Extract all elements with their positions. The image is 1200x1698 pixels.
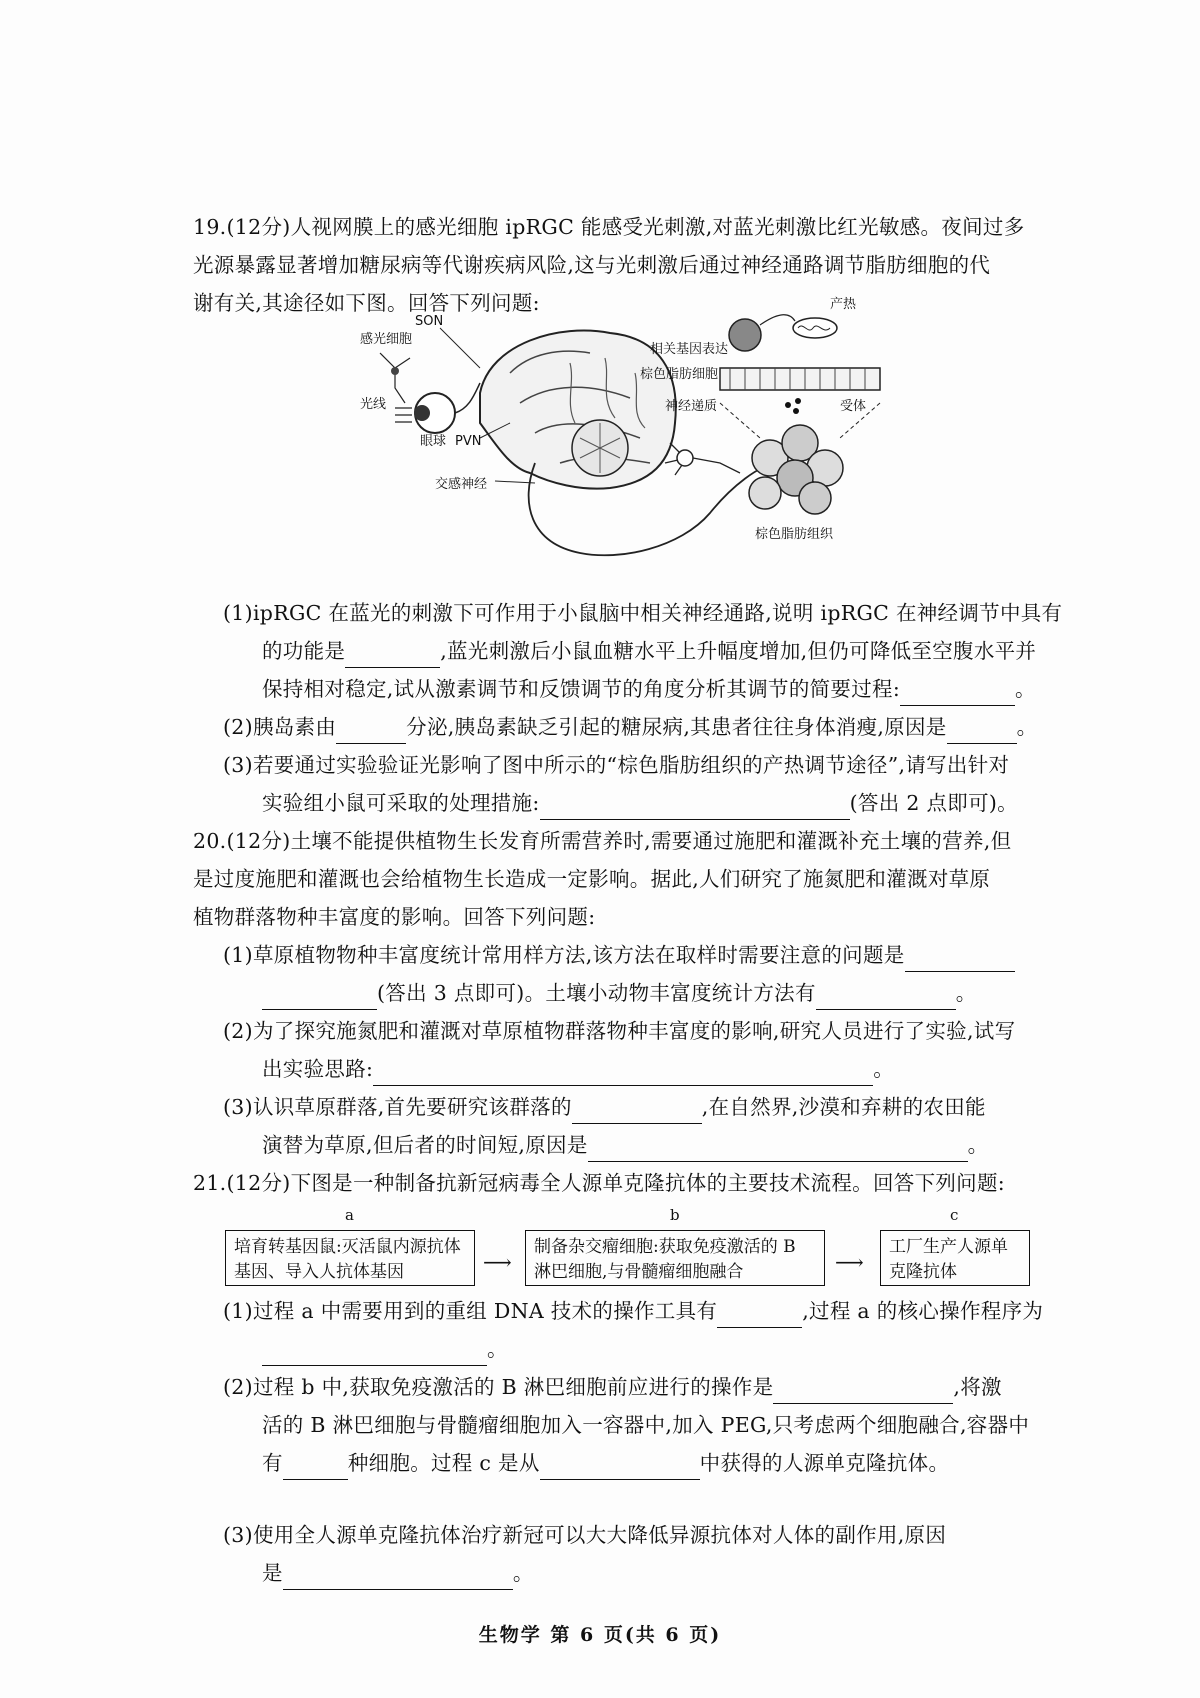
label-receptor: 受体 [840, 399, 867, 414]
q21-part2-line1: (2)过程 b 中,获取免疫激活的 B 淋巴细胞前应进行的操作是 ,将激 [223, 1372, 1093, 1404]
q20-part1-line2: (答出 3 点即可)。土壤小动物丰富度统计方法有 。 [262, 978, 1092, 1010]
label-eyeball: 眼球 [420, 434, 447, 449]
q20-stem-line1: 20.(12分)土壤不能提供植物生长发育所需营养时,需要通过施肥和灌溉补充土壤的营养,但 [193, 829, 1012, 853]
q21-stem: 21.(12分)下图是一种制备抗新冠病毒全人源单克隆抗体的主要技术流程。回答下列问题: [193, 1171, 1005, 1195]
answer-blank[interactable] [816, 986, 956, 1010]
label-sympathetic: 交感神经 [435, 477, 488, 492]
q19-part3-line2: 实验组小鼠可采取的处理措施: (答出 2 点即可)。 [262, 788, 1092, 820]
q21-part1-line1: (1)过程 a 中需要用到的重组 DNA 技术的操作工具有 ,过程 a 的核心操作程序为 [223, 1296, 1093, 1328]
answer-blank[interactable] [336, 720, 406, 744]
label-heat: 产热 [830, 297, 857, 312]
label-light: 光线 [360, 397, 387, 412]
flow-arrow-2: ⟶ [835, 1250, 864, 1274]
q19-part3-line1: (3)若要通过实验验证光影响了图中所示的“棕色脂肪组织的产热调节途径”,请写出针对 [223, 753, 1010, 777]
light-pathway-figure [360, 297, 920, 573]
label-son: SON [415, 314, 444, 329]
answer-blank[interactable] [900, 682, 1015, 706]
flow-label-a: a [345, 1206, 354, 1224]
q21-part3-line1: (3)使用全人源单克隆抗体治疗新冠可以大大降低异源抗体对人体的副作用,原因 [223, 1523, 947, 1547]
label-pvn: PVN [455, 434, 482, 449]
q20-part2-line2: 出实验思路: 。 [262, 1054, 1092, 1086]
q20-part3-line2: 演替为草原,但后者的时间短,原因是 。 [262, 1130, 1092, 1162]
antibody-flowchart [225, 1206, 1055, 1290]
flow-box-a: 培育转基因鼠:灭活鼠内源抗体基因、导入人抗体基因 [225, 1230, 475, 1286]
q20-stem-line3: 植物群落物种丰富度的影响。回答下列问题: [193, 905, 596, 929]
q20-part2-line1: (2)为了探究施氮肥和灌溉对草原植物群落物种丰富度的影响,研究人员进行了实验,试写 [223, 1019, 1016, 1043]
q21-part3-line2: 是 。 [262, 1558, 1092, 1590]
label-brown-fat-tissue: 棕色脂肪组织 [755, 527, 834, 542]
q21-part1-line2: 。 [262, 1334, 1092, 1366]
q19-part1-line1: (1)ipRGC 在蓝光的刺激下可作用于小鼠脑中相关神经通路,说明 ipRGC 在神经调节中具有 [223, 601, 1063, 625]
answer-blank[interactable] [572, 1100, 702, 1124]
q19-stem-line3: 谢有关,其途径如下图。回答下列问题: [193, 291, 540, 315]
label-photoreceptor: 感光细胞 [360, 332, 413, 347]
page-footer: 生物学 第 6 页(共 6 页) [478, 1624, 722, 1646]
q19-stem-line2: 光源暴露显著增加糖尿病等代谢疾病风险,这与光刺激后通过神经通路调节脂肪细胞的代 [193, 253, 991, 277]
answer-blank[interactable] [540, 1456, 700, 1480]
q19-part1-line2: 的功能是 ,蓝光刺激后小鼠血糖水平上升幅度增加,但仍可降低至空腹水平并 [262, 636, 1092, 668]
q20-stem-line2: 是过度施肥和灌溉也会给植物生长造成一定影响。据此,人们研究了施氮肥和灌溉对草原 [193, 867, 991, 891]
q20-part1-line1: (1)草原植物物种丰富度统计常用样方法,该方法在取样时需要注意的问题是 [223, 940, 1093, 972]
q20-part3-line1: (3)认识草原群落,首先要研究该群落的 ,在自然界,沙漠和弃耕的农田能 [223, 1092, 1093, 1124]
answer-blank[interactable] [947, 720, 1017, 744]
flow-box-c: 工厂生产人源单克隆抗体 [880, 1230, 1030, 1286]
flow-box-b: 制备杂交瘤细胞:获取免疫激活的 B 淋巴细胞,与骨髓瘤细胞融合 [525, 1230, 825, 1286]
q19-stem-line1: 19.(12分)人视网膜上的感光细胞 ipRGC 能感受光刺激,对蓝光刺激比红光敏感。夜间过多 [193, 215, 1025, 239]
brown-fat-tissue-drawing [749, 425, 843, 514]
q21-part2-line3: 有 种细胞。过程 c 是从 中获得的人源单克隆抗体。 [262, 1448, 1092, 1480]
answer-blank[interactable] [773, 1380, 953, 1404]
answer-blank[interactable] [262, 986, 377, 1010]
q19-part1-line3: 保持相对稳定,试从激素调节和反馈调节的角度分析其调节的简要过程: 。 [262, 674, 1092, 706]
answer-blank[interactable] [717, 1304, 802, 1328]
flow-label-c: c [950, 1206, 959, 1224]
answer-blank[interactable] [905, 948, 1015, 972]
q19-part2: (2)胰岛素由 分泌,胰岛素缺乏引起的糖尿病,其患者往往身体消瘦,原因是 。 [223, 712, 1093, 744]
label-brown-fat-cell: 棕色脂肪细胞 [640, 367, 719, 382]
answer-blank[interactable] [262, 1342, 487, 1366]
label-gene-expression: 相关基因表达 [650, 342, 729, 357]
answer-blank[interactable] [540, 796, 850, 820]
answer-blank[interactable] [283, 1456, 348, 1480]
flow-arrow-1: ⟶ [483, 1250, 512, 1274]
answer-blank[interactable] [588, 1138, 968, 1162]
flow-label-b: b [670, 1206, 680, 1224]
answer-blank[interactable] [283, 1566, 513, 1590]
answer-blank[interactable] [345, 644, 440, 668]
answer-blank[interactable] [373, 1062, 873, 1086]
label-neurotransmitter: 神经递质 [665, 399, 718, 414]
q21-part2-line2: 活的 B 淋巴细胞与骨髓瘤细胞加入一容器中,加入 PEG,只考虑两个细胞融合,容器中 [262, 1413, 1030, 1437]
